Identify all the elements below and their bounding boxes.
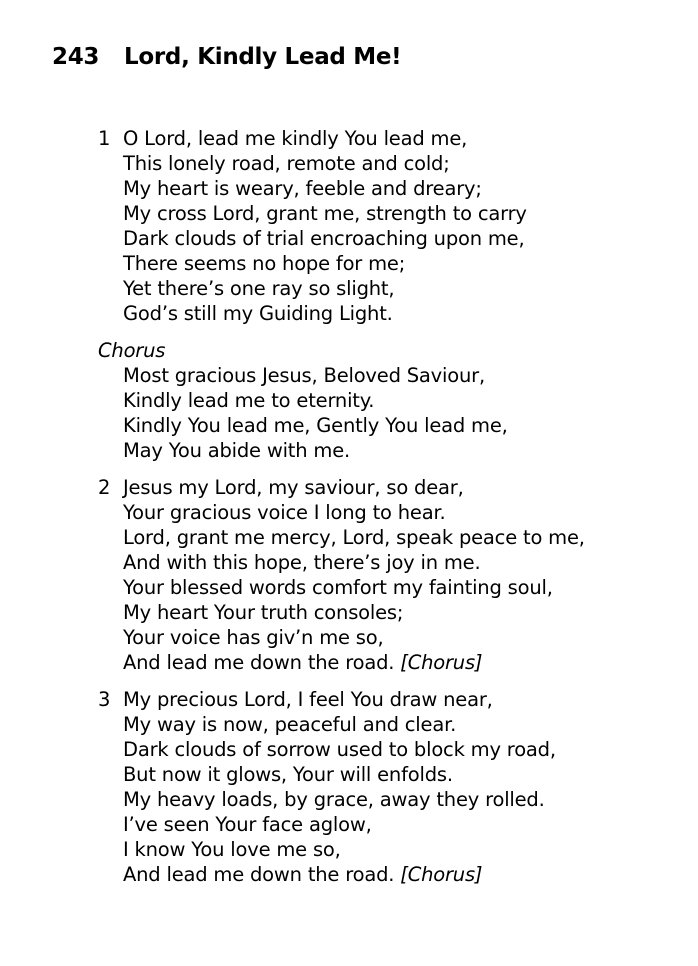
chorus-line: Kindly lead me to eternity. — [123, 389, 375, 412]
lyric-line: Your voice has giv’n me so, — [123, 626, 384, 649]
lyric-line: My heart Your truth consoles; — [123, 601, 404, 624]
lyric-line: Dark clouds of sorrow used to block my road, — [123, 738, 556, 761]
lyric-line: Jesus my Lord, my saviour, so dear, — [123, 476, 464, 499]
hymn-number: 243 — [52, 44, 100, 70]
lyric-line: My precious Lord, I feel You draw near, — [123, 688, 493, 711]
lyric-line: My cross Lord, grant me, strength to carry — [123, 202, 527, 225]
lyric-line: And with this hope, there’s joy in me. — [123, 551, 481, 574]
chorus-heading: Chorus — [98, 339, 166, 362]
lyric-line: Your gracious voice I long to hear. — [123, 501, 446, 524]
lyric-line-text: And lead me down the road. — [123, 863, 395, 886]
lyric-line — [123, 862, 585, 887]
hymn-title: Lord, Kindly Lead Me! — [124, 44, 402, 70]
lyric-line: Dark clouds of trial encroaching upon me, — [123, 227, 525, 250]
chorus-line: Most gracious Jesus, Beloved Saviour, — [123, 364, 485, 387]
lyric-line: My way is now, peaceful and clear. — [123, 713, 457, 736]
chorus — [98, 338, 585, 463]
chorus-line: Kindly You lead me, Gently You lead me, — [123, 414, 508, 437]
hymn-header — [52, 41, 401, 73]
stanza-2 — [98, 475, 585, 675]
lyric-line: I know You love me so, — [123, 838, 341, 861]
chorus-line: May You abide with me. — [123, 439, 351, 462]
stanza-3 — [98, 687, 585, 887]
lyric-line: My heart is weary, feeble and dreary; — [123, 177, 482, 200]
lyric-line: There seems no hope for me; — [123, 252, 406, 275]
lyric-line — [123, 650, 585, 675]
stanza-1 — [98, 126, 585, 326]
lyric-line: God’s still my Guiding Light. — [123, 302, 393, 325]
chorus-lines — [98, 363, 585, 463]
lyric-line: Your blessed words comfort my fainting soul, — [123, 576, 553, 599]
hymn-body — [98, 126, 585, 899]
lyric-line: Lord, grant me mercy, Lord, speak peace to me, — [123, 526, 585, 549]
chorus-reference: [Chorus] — [400, 863, 483, 886]
lyric-line: Yet there’s one ray so slight, — [123, 277, 395, 300]
lyric-line: O Lord, lead me kindly You lead me, — [123, 127, 468, 150]
stanza-number: 1 — [98, 127, 111, 150]
lyric-line-text: And lead me down the road. — [123, 651, 395, 674]
chorus-reference: [Chorus] — [400, 651, 483, 674]
stanza-number: 3 — [98, 688, 111, 711]
lyric-line: But now it glows, Your will enfolds. — [123, 763, 453, 786]
lyric-line: I’ve seen Your face aglow, — [123, 813, 372, 836]
lyric-line: This lonely road, remote and cold; — [123, 152, 450, 175]
lyric-line: My heavy loads, by grace, away they rolled. — [123, 788, 545, 811]
stanza-number: 2 — [98, 476, 111, 499]
